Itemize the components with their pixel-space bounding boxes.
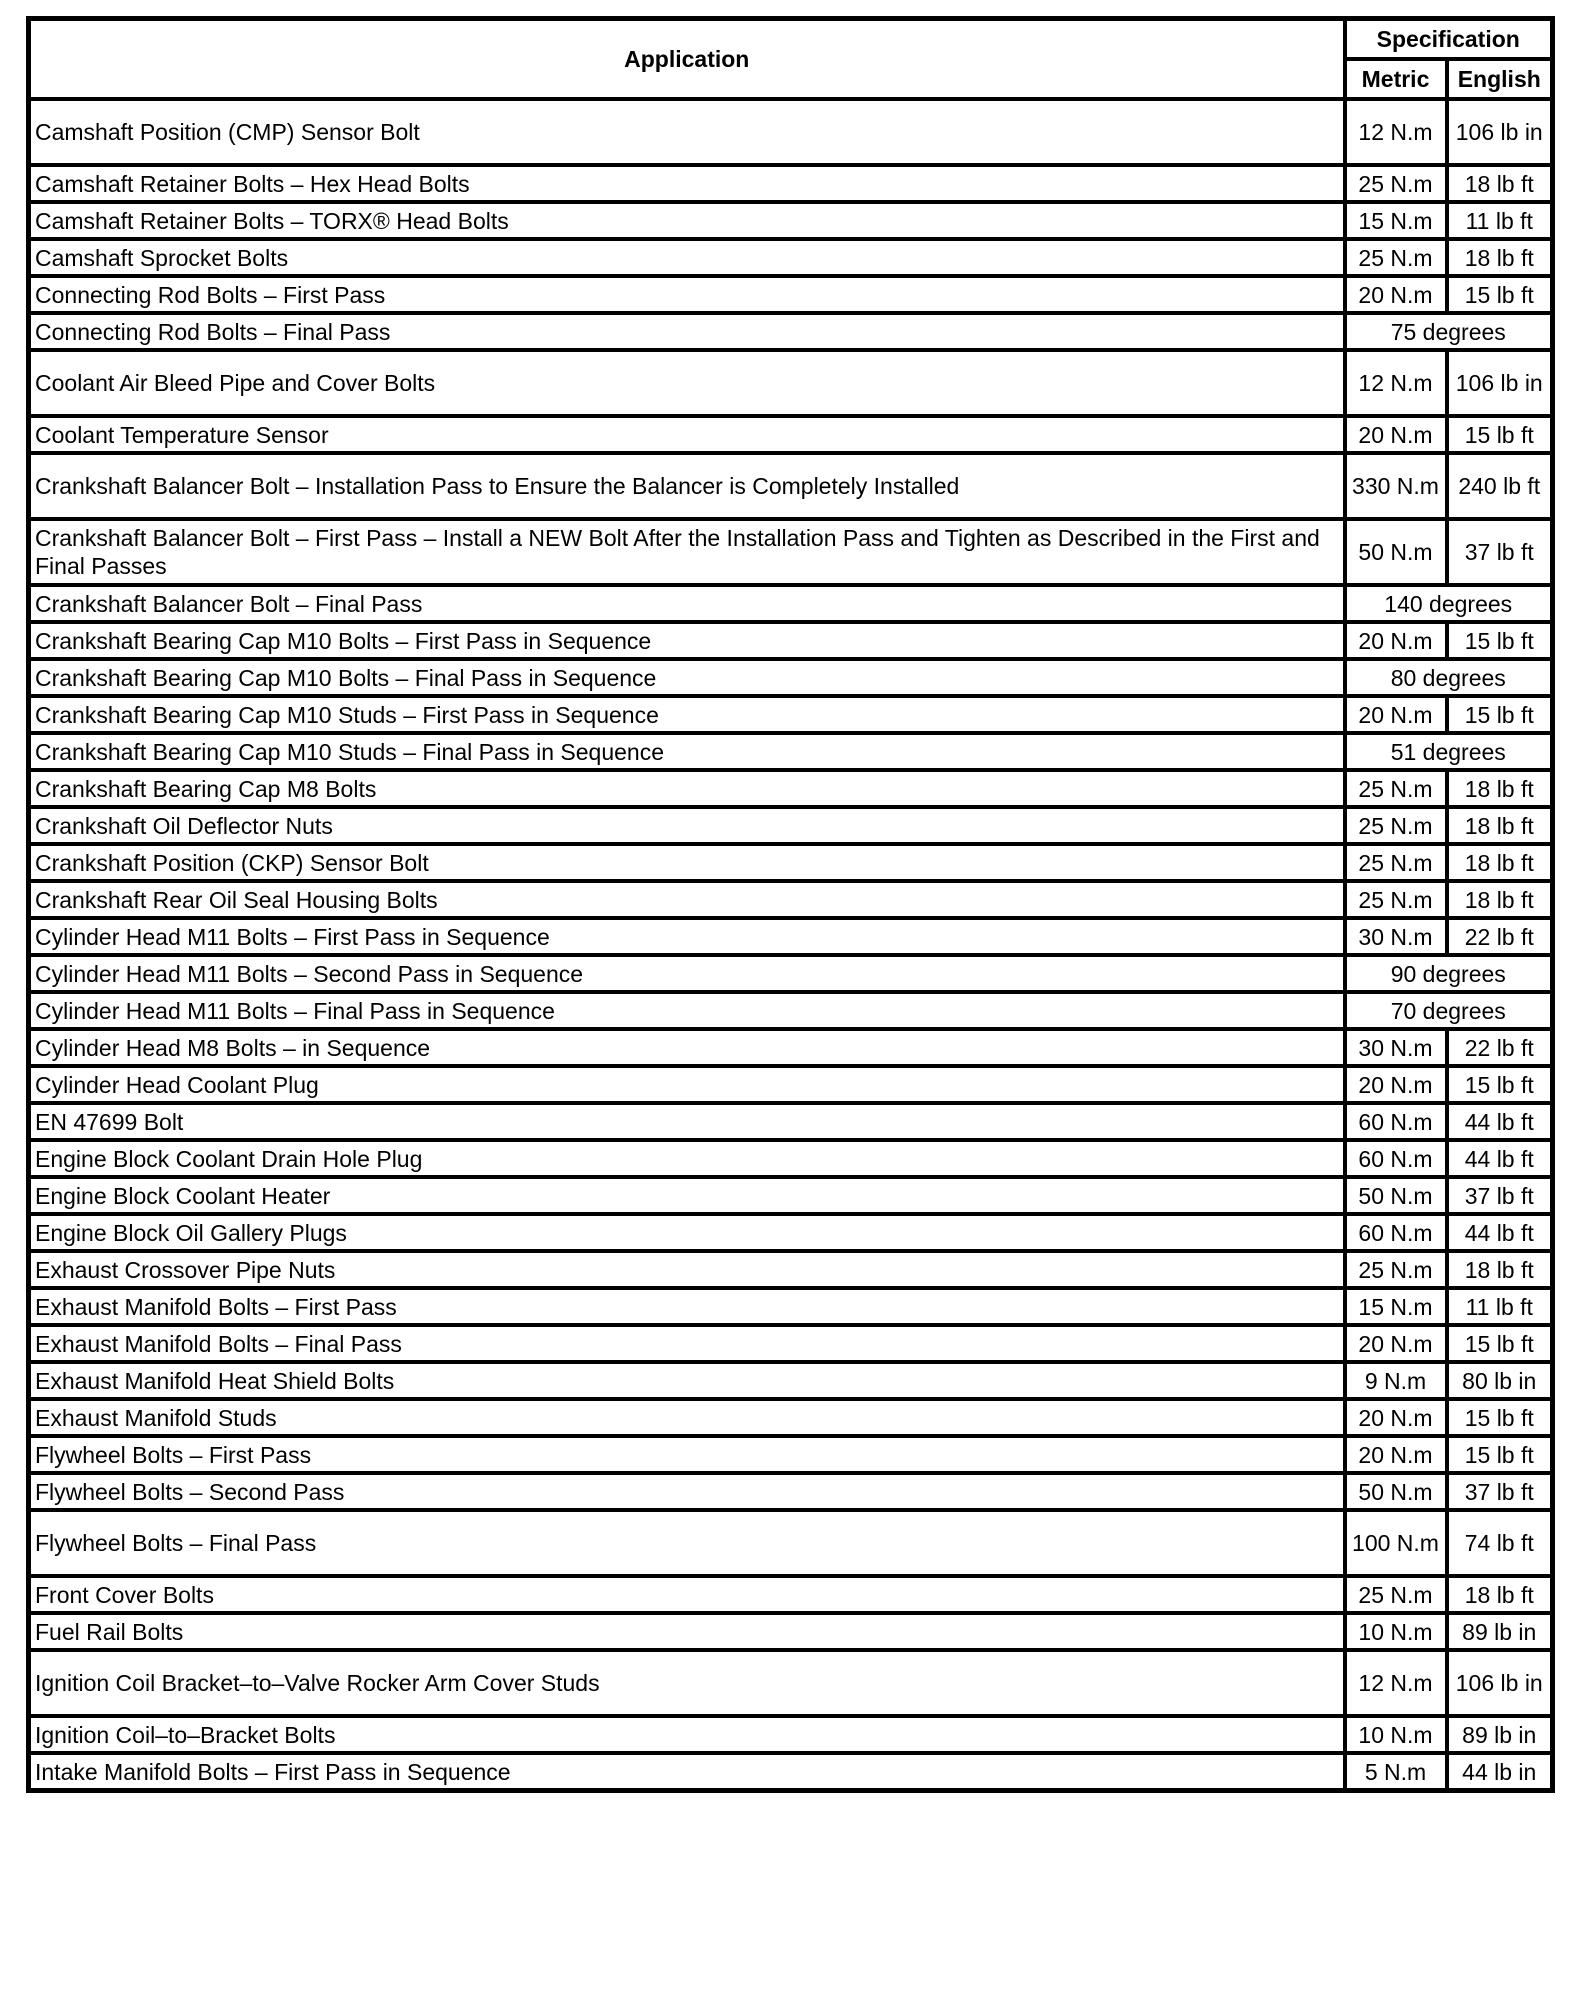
metric-value-cell: 20 N.m <box>1345 622 1447 659</box>
english-value-cell: 15 lb ft <box>1447 276 1553 313</box>
table-row <box>29 1716 1553 1753</box>
application-cell: Crankshaft Position (CKP) Sensor Bolt <box>29 844 1345 881</box>
metric-value-cell: 9 N.m <box>1345 1362 1447 1399</box>
metric-value-cell: 20 N.m <box>1345 696 1447 733</box>
metric-value-cell: 60 N.m <box>1345 1140 1447 1177</box>
metric-value-cell: 20 N.m <box>1345 1325 1447 1362</box>
application-cell: Fuel Rail Bolts <box>29 1613 1345 1650</box>
english-value-cell: 80 lb in <box>1447 1362 1553 1399</box>
english-value-cell: 15 lb ft <box>1447 416 1553 453</box>
table-row <box>29 585 1553 622</box>
metric-value-cell: 25 N.m <box>1345 881 1447 918</box>
table-row <box>29 202 1553 239</box>
table-row <box>29 1140 1553 1177</box>
application-cell: Exhaust Manifold Bolts – Final Pass <box>29 1325 1345 1362</box>
specification-column-header: Specification <box>1345 19 1553 60</box>
table-row <box>29 165 1553 202</box>
metric-value-cell: 60 N.m <box>1345 1214 1447 1251</box>
metric-value-cell: 50 N.m <box>1345 1177 1447 1214</box>
application-cell: EN 47699 Bolt <box>29 1103 1345 1140</box>
angle-spec-cell: 70 degrees <box>1345 992 1553 1029</box>
table-row <box>29 1177 1553 1214</box>
angle-spec-cell: 75 degrees <box>1345 313 1553 350</box>
metric-value-cell: 330 N.m <box>1345 453 1447 519</box>
table-row <box>29 881 1553 918</box>
table-row <box>29 1103 1553 1140</box>
application-cell: Cylinder Head M11 Bolts – Final Pass in Sequence <box>29 992 1345 1029</box>
application-cell: Camshaft Retainer Bolts – Hex Head Bolts <box>29 165 1345 202</box>
table-row <box>29 733 1553 770</box>
application-cell: Flywheel Bolts – Final Pass <box>29 1510 1345 1576</box>
metric-value-cell: 25 N.m <box>1345 770 1447 807</box>
english-value-cell: 37 lb ft <box>1447 1177 1553 1214</box>
english-value-cell: 15 lb ft <box>1447 1436 1553 1473</box>
application-cell: Engine Block Coolant Heater <box>29 1177 1345 1214</box>
table-row <box>29 1576 1553 1613</box>
english-value-cell: 106 lb in <box>1447 350 1553 416</box>
metric-value-cell: 60 N.m <box>1345 1103 1447 1140</box>
application-cell: Connecting Rod Bolts – First Pass <box>29 276 1345 313</box>
metric-value-cell: 20 N.m <box>1345 1436 1447 1473</box>
metric-value-cell: 20 N.m <box>1345 1399 1447 1436</box>
application-cell: Ignition Coil Bracket–to–Valve Rocker Arm Cover Studs <box>29 1650 1345 1716</box>
english-value-cell: 18 lb ft <box>1447 844 1553 881</box>
table-row <box>29 1399 1553 1436</box>
english-value-cell: 15 lb ft <box>1447 1325 1553 1362</box>
english-value-cell: 22 lb ft <box>1447 1029 1553 1066</box>
metric-value-cell: 50 N.m <box>1345 1473 1447 1510</box>
english-value-cell: 44 lb ft <box>1447 1103 1553 1140</box>
table-row <box>29 1325 1553 1362</box>
english-value-cell: 15 lb ft <box>1447 1066 1553 1103</box>
metric-value-cell: 12 N.m <box>1345 350 1447 416</box>
application-cell: Crankshaft Oil Deflector Nuts <box>29 807 1345 844</box>
english-value-cell: 74 lb ft <box>1447 1510 1553 1576</box>
application-cell: Crankshaft Bearing Cap M10 Studs – First Pass in Sequence <box>29 696 1345 733</box>
application-cell: Crankshaft Balancer Bolt – First Pass – Install a NEW Bolt After the Installation Pass and Tighten as Described in the First and Final Passes <box>29 519 1345 585</box>
application-cell: Flywheel Bolts – Second Pass <box>29 1473 1345 1510</box>
english-value-cell: 18 lb ft <box>1447 239 1553 276</box>
metric-value-cell: 100 N.m <box>1345 1510 1447 1576</box>
metric-value-cell: 10 N.m <box>1345 1613 1447 1650</box>
application-cell: Flywheel Bolts – First Pass <box>29 1436 1345 1473</box>
application-cell: Crankshaft Bearing Cap M10 Studs – Final Pass in Sequence <box>29 733 1345 770</box>
application-cell: Exhaust Manifold Heat Shield Bolts <box>29 1362 1345 1399</box>
english-column-header: English <box>1447 59 1553 99</box>
english-value-cell: 106 lb in <box>1447 99 1553 165</box>
metric-value-cell: 25 N.m <box>1345 239 1447 276</box>
metric-value-cell: 15 N.m <box>1345 1288 1447 1325</box>
english-value-cell: 44 lb ft <box>1447 1214 1553 1251</box>
metric-value-cell: 25 N.m <box>1345 844 1447 881</box>
angle-spec-cell: 51 degrees <box>1345 733 1553 770</box>
application-cell: Crankshaft Balancer Bolt – Installation Pass to Ensure the Balancer is Completely Installed <box>29 453 1345 519</box>
application-cell: Cylinder Head M8 Bolts – in Sequence <box>29 1029 1345 1066</box>
metric-value-cell: 12 N.m <box>1345 1650 1447 1716</box>
metric-value-cell: 30 N.m <box>1345 918 1447 955</box>
application-cell: Ignition Coil–to–Bracket Bolts <box>29 1716 1345 1753</box>
table-row <box>29 1473 1553 1510</box>
table-row <box>29 1214 1553 1251</box>
application-cell: Cylinder Head M11 Bolts – First Pass in Sequence <box>29 918 1345 955</box>
table-header <box>29 19 1553 100</box>
english-value-cell: 44 lb ft <box>1447 1140 1553 1177</box>
table-row <box>29 1288 1553 1325</box>
application-cell: Camshaft Retainer Bolts – TORX® Head Bolts <box>29 202 1345 239</box>
angle-spec-cell: 90 degrees <box>1345 955 1553 992</box>
angle-spec-cell: 140 degrees <box>1345 585 1553 622</box>
english-value-cell: 15 lb ft <box>1447 622 1553 659</box>
english-value-cell: 15 lb ft <box>1447 1399 1553 1436</box>
application-cell: Engine Block Oil Gallery Plugs <box>29 1214 1345 1251</box>
table-body <box>29 99 1553 1791</box>
table-row <box>29 659 1553 696</box>
application-cell: Exhaust Manifold Bolts – First Pass <box>29 1288 1345 1325</box>
application-cell: Exhaust Manifold Studs <box>29 1399 1345 1436</box>
application-cell: Engine Block Coolant Drain Hole Plug <box>29 1140 1345 1177</box>
metric-value-cell: 20 N.m <box>1345 1066 1447 1103</box>
application-cell: Cylinder Head M11 Bolts – Second Pass in Sequence <box>29 955 1345 992</box>
english-value-cell: 18 lb ft <box>1447 807 1553 844</box>
english-value-cell: 18 lb ft <box>1447 770 1553 807</box>
application-cell: Crankshaft Balancer Bolt – Final Pass <box>29 585 1345 622</box>
table-row <box>29 239 1553 276</box>
english-value-cell: 18 lb ft <box>1447 1251 1553 1288</box>
table-row <box>29 918 1553 955</box>
application-column-header: Application <box>29 19 1345 100</box>
application-cell: Crankshaft Bearing Cap M10 Bolts – Final Pass in Sequence <box>29 659 1345 696</box>
application-cell: Connecting Rod Bolts – Final Pass <box>29 313 1345 350</box>
table-row <box>29 807 1553 844</box>
english-value-cell: 18 lb ft <box>1447 1576 1553 1613</box>
table-row <box>29 1029 1553 1066</box>
angle-spec-cell: 80 degrees <box>1345 659 1553 696</box>
table-row <box>29 955 1553 992</box>
english-value-cell: 37 lb ft <box>1447 1473 1553 1510</box>
table-row <box>29 1753 1553 1791</box>
torque-specification-table <box>26 16 1555 1793</box>
table-row <box>29 1613 1553 1650</box>
table-row <box>29 416 1553 453</box>
table-row <box>29 1066 1553 1103</box>
table-row <box>29 1650 1553 1716</box>
metric-value-cell: 20 N.m <box>1345 416 1447 453</box>
application-cell: Cylinder Head Coolant Plug <box>29 1066 1345 1103</box>
metric-value-cell: 20 N.m <box>1345 276 1447 313</box>
english-value-cell: 15 lb ft <box>1447 696 1553 733</box>
english-value-cell: 22 lb ft <box>1447 918 1553 955</box>
metric-value-cell: 25 N.m <box>1345 807 1447 844</box>
metric-value-cell: 25 N.m <box>1345 1576 1447 1613</box>
table-row <box>29 99 1553 165</box>
metric-column-header: Metric <box>1345 59 1447 99</box>
english-value-cell: 18 lb ft <box>1447 881 1553 918</box>
table-row <box>29 1362 1553 1399</box>
application-cell: Camshaft Position (CMP) Sensor Bolt <box>29 99 1345 165</box>
table-row <box>29 313 1553 350</box>
english-value-cell: 18 lb ft <box>1447 165 1553 202</box>
application-cell: Crankshaft Bearing Cap M8 Bolts <box>29 770 1345 807</box>
metric-value-cell: 25 N.m <box>1345 1251 1447 1288</box>
table-row <box>29 844 1553 881</box>
table-row <box>29 519 1553 585</box>
table-row <box>29 276 1553 313</box>
application-cell: Intake Manifold Bolts – First Pass in Sequence <box>29 1753 1345 1791</box>
metric-value-cell: 30 N.m <box>1345 1029 1447 1066</box>
application-cell: Coolant Air Bleed Pipe and Cover Bolts <box>29 350 1345 416</box>
metric-value-cell: 25 N.m <box>1345 165 1447 202</box>
table-row <box>29 1510 1553 1576</box>
table-row <box>29 770 1553 807</box>
metric-value-cell: 5 N.m <box>1345 1753 1447 1791</box>
english-value-cell: 89 lb in <box>1447 1716 1553 1753</box>
english-value-cell: 106 lb in <box>1447 1650 1553 1716</box>
table-row <box>29 350 1553 416</box>
english-value-cell: 11 lb ft <box>1447 1288 1553 1325</box>
metric-value-cell: 12 N.m <box>1345 99 1447 165</box>
application-cell: Front Cover Bolts <box>29 1576 1345 1613</box>
application-cell: Exhaust Crossover Pipe Nuts <box>29 1251 1345 1288</box>
english-value-cell: 37 lb ft <box>1447 519 1553 585</box>
metric-value-cell: 50 N.m <box>1345 519 1447 585</box>
table-row <box>29 1251 1553 1288</box>
english-value-cell: 44 lb in <box>1447 1753 1553 1791</box>
table-row <box>29 453 1553 519</box>
table-row <box>29 992 1553 1029</box>
table-row <box>29 1436 1553 1473</box>
application-cell: Crankshaft Rear Oil Seal Housing Bolts <box>29 881 1345 918</box>
english-value-cell: 240 lb ft <box>1447 453 1553 519</box>
metric-value-cell: 10 N.m <box>1345 1716 1447 1753</box>
metric-value-cell: 15 N.m <box>1345 202 1447 239</box>
application-cell: Camshaft Sprocket Bolts <box>29 239 1345 276</box>
application-cell: Crankshaft Bearing Cap M10 Bolts – First Pass in Sequence <box>29 622 1345 659</box>
english-value-cell: 89 lb in <box>1447 1613 1553 1650</box>
table-row <box>29 622 1553 659</box>
english-value-cell: 11 lb ft <box>1447 202 1553 239</box>
table-row <box>29 696 1553 733</box>
application-cell: Coolant Temperature Sensor <box>29 416 1345 453</box>
